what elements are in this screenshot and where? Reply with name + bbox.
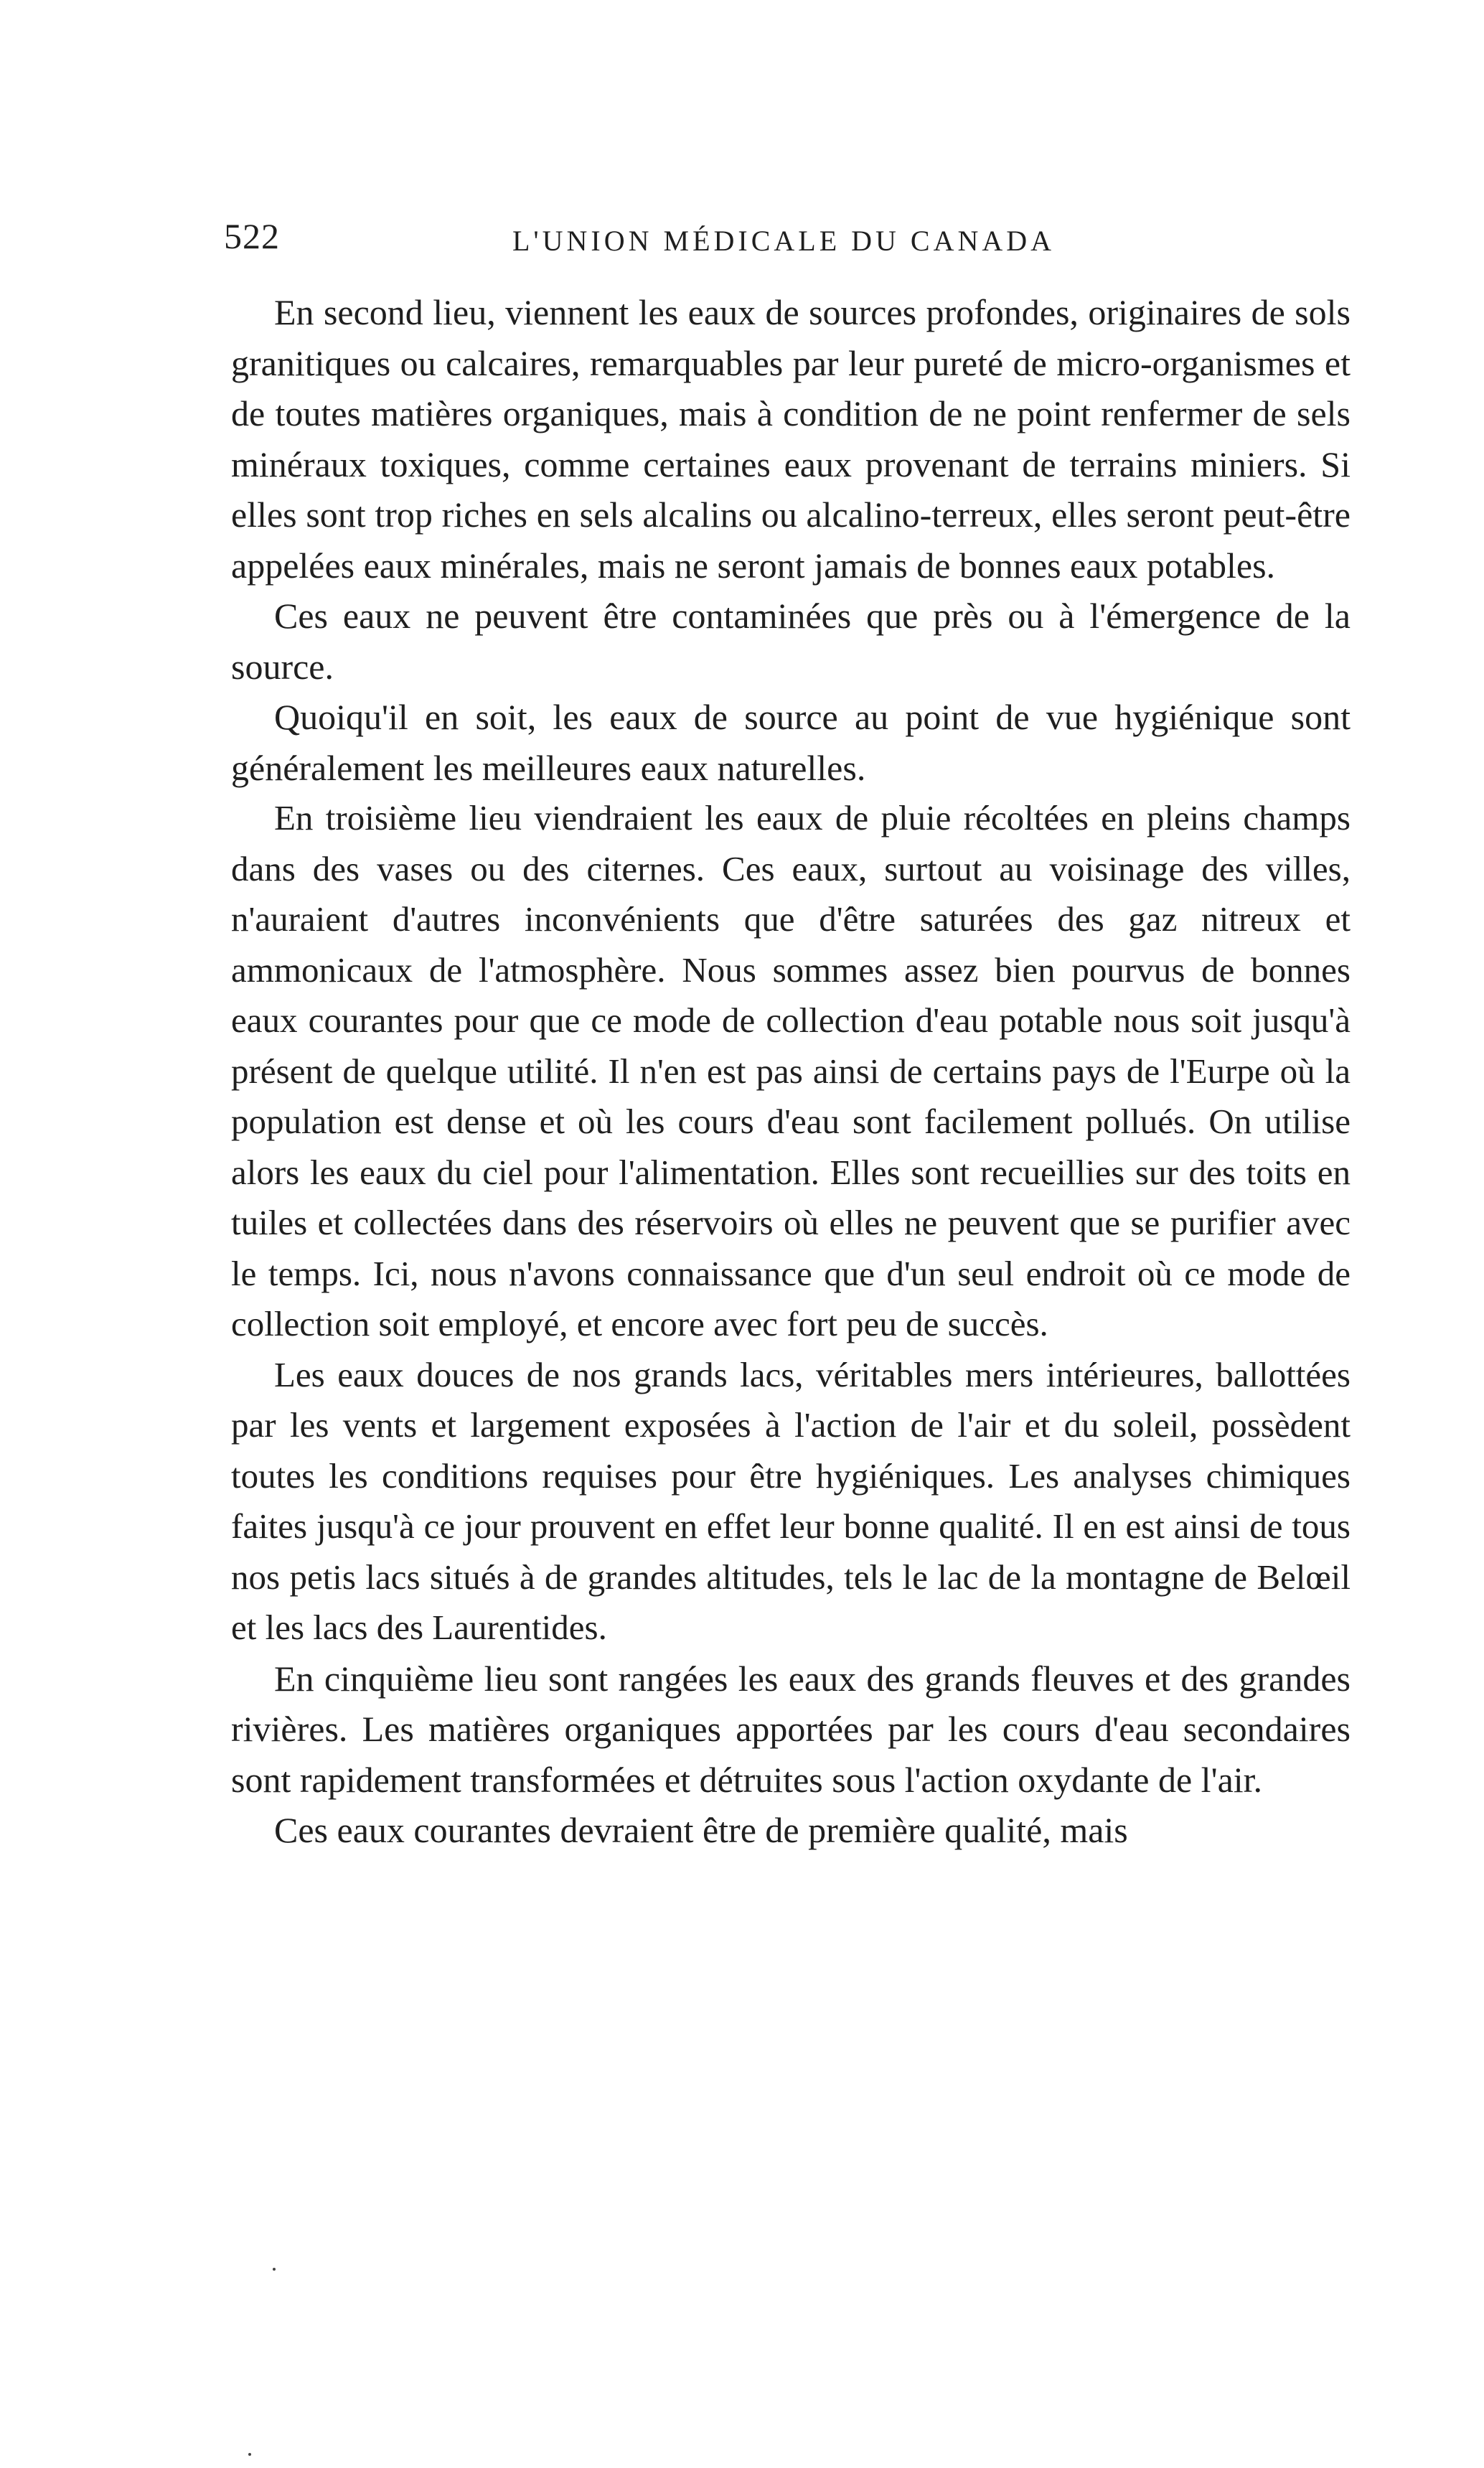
paragraph-spring-quality: Quoiqu'il en soit, les eaux de source au point de vue hygiénique sont généralement les meilleures eaux naturelles. [231, 697, 1351, 788]
paragraph-deep-springs: En second lieu, viennent les eaux de sources profondes, originaires de sols granitiques ou calcaires, remarquables par leur pureté de micro-organismes et de toutes matières organiques, mais à condition de ne point renfermer de sels minéraux toxiques, comme certaines eaux provenant de terrains miniers. Si elles sont trop riches en sels alcalins ou alcalino-terreux, elles seront peut-être appelées eaux minérales, mais ne seront jamais de bonnes eaux potables. [231, 292, 1351, 586]
paragraph-rivers: En cinquième lieu sont rangées les eaux des grands fleuves et des grandes rivières. Les matières organiques apportées par les cours d'eau secondaires sont rapidement transformées et détruites sous l'action oxydante de l'air. [231, 1658, 1351, 1800]
body-text [231, 287, 1351, 1856]
page-header [0, 215, 1484, 258]
page-number: 522 [224, 216, 280, 256]
paragraph-rain-water: En troisième lieu viendraient les eaux de pluie récoltées en pleins champs dans des vases ou des citernes. Ces eaux, surtout au voisinage des villes, n'auraient d'autres inconvénients que d'être saturées des gaz nitreux et ammonicaux de l'atmosphère. Nous sommes assez bien pourvus de bonnes eaux courantes pour que ce mode de collection d'eau potable nous soit jusqu'à présent de quelque utilité. Il n'en est pas ainsi de certains pays de l'Eurpe où la population est dense et où les cours d'eau sont facilement pollués. On utilise alors les eaux du ciel pour l'alimentation. Elles sont recueillies sur des toits en tuiles et collectées dans des réservoirs où elles ne peuvent que se purifier avec le temps. Ici, nous n'avons connaissance que d'un seul endroit où ce mode de collection soit employé, et encore avec fort peu de succès. [231, 798, 1351, 1343]
stray-ink-mark [248, 2453, 251, 2456]
stray-ink-mark [273, 2268, 276, 2271]
running-title: L'UNION MÉDICALE DU CANADA [512, 225, 1056, 257]
paragraph-spring-contamination: Ces eaux ne peuvent être contaminées que près ou à l'émergence de la source. [231, 596, 1351, 687]
paragraph-running-water: Ces eaux courantes devraient être de première qualité, mais [274, 1810, 1128, 1850]
paragraph-great-lakes: Les eaux douces de nos grands lacs, véritables mers intérieures, ballottées par les vents et largement exposées à l'action de l'air et du soleil, possèdent toutes les conditions requises pour être hygiéniques. Les analyses chimiques faites jusqu'à ce jour prouvent en effet leur bonne qualité. Il en est ainsi de tous nos petis lacs situés à de grandes altitudes, tels le lac de la montagne de Belœil et les lacs des Laurentides. [231, 1354, 1351, 1647]
